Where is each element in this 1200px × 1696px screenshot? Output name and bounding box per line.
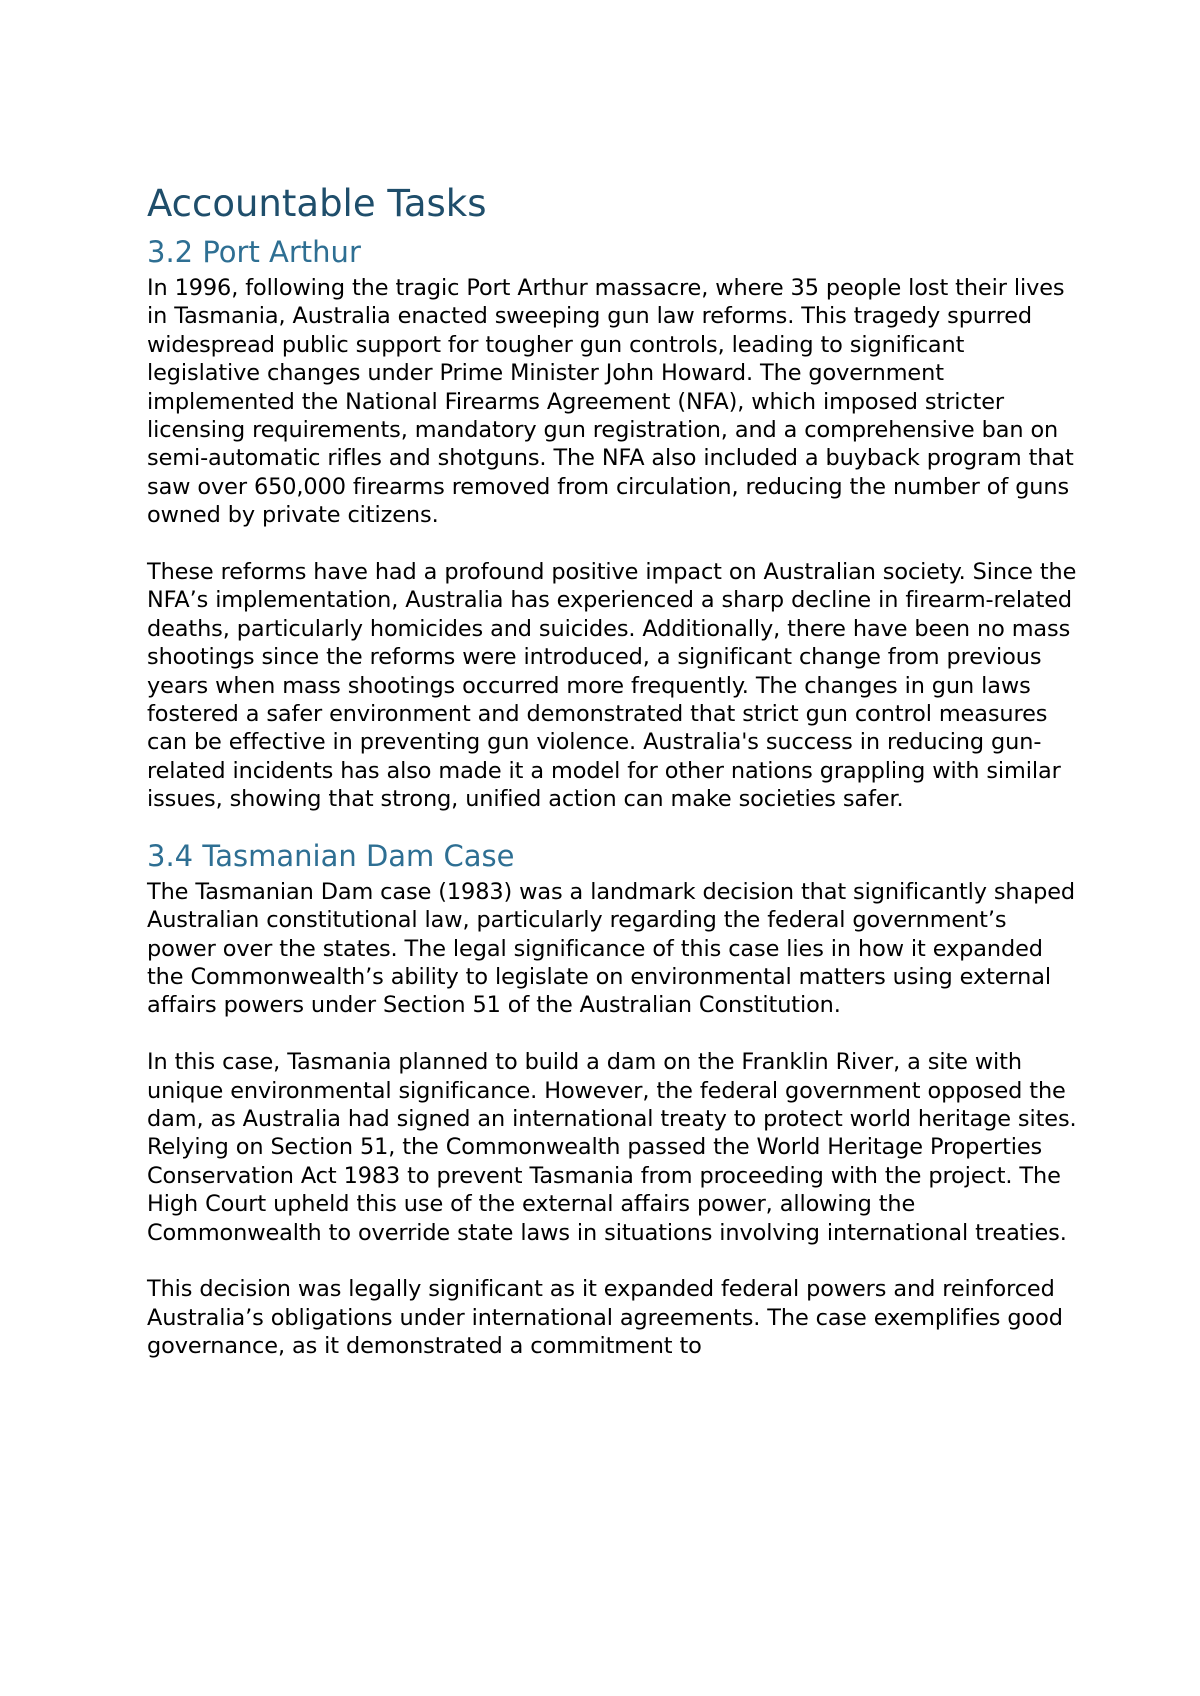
section-heading: 3.4 Tasmanian Dam Case [147,838,515,873]
body-paragraph: In 1996, following the tragic Port Arthur massacre, where 35 people lost their lives in Tasmania, Australia enacted sweeping gun law reforms. This tragedy spurred widespread public support for tougher gun controls, leading to significant legislative changes under Prime Minister John Howard. The government implemented the National Firearms Agreement (NFA), which imposed stricter licensing requirements, mandatory gun registration, and a comprehensive ban on semi-automatic rifles and shotguns. The NFA also included a buyback program that saw over 650,000 firearms removed from circulation, reducing the number of guns owned by private citizens. [147,275,1074,529]
body-paragraph: These reforms have had a profound positive impact on Australian society. Since the NFA’s implementation, Australia has experienced a sharp decline in firearm-related deaths, particularly homicides and suicides. Additionally, there have been no mass shootings since the reforms were introduced, a significant change from previous years when mass shootings occurred more frequently. The changes in gun laws fostered a safer environment and demonstrated that strict gun control measures can be effective in preventing gun violence. Australia's success in reducing gun-related incidents has also made it a model for other nations grappling with similar issues, showing that strong, unified action can make societies safer. [147,559,1077,813]
section-heading: 3.2 Port Arthur [147,235,361,269]
body-paragraph: The Tasmanian Dam case (1983) was a landmark decision that significantly shaped Australian constitutional law, particularly regarding the federal government’s power over the states. The legal significance of this case lies in how it expanded the Commonwealth’s ability to legislate on environmental matters using external affairs powers under Section 51 of the Australian Constitution. [147,878,1076,1019]
body-paragraph: This decision was legally significant as it expanded federal powers and reinforced Australia’s obligations under international agreements. The case exemplifies good governance, as it demonstrated a commitment to [147,1276,1063,1360]
body-paragraph: In this case, Tasmania planned to build a dam on the Franklin River, a site with unique environmental significance. However, the federal government opposed the dam, as Australia had signed an international treaty to protect world heritage sites. Relying on Section 51, the Commonwealth passed the World Heritage Properties Conservation Act 1983 to prevent Tasmania from proceeding with the project. The High Court upheld this use of the external affairs power, allowing the Commonwealth to override state laws in situations involving international treaties. [147,1049,1077,1246]
section-tasmanian-dam-case [147,836,1077,1361]
section-port-arthur [147,232,1077,814]
document-title: Accountable Tasks [147,182,487,225]
document-page [147,178,1077,1361]
